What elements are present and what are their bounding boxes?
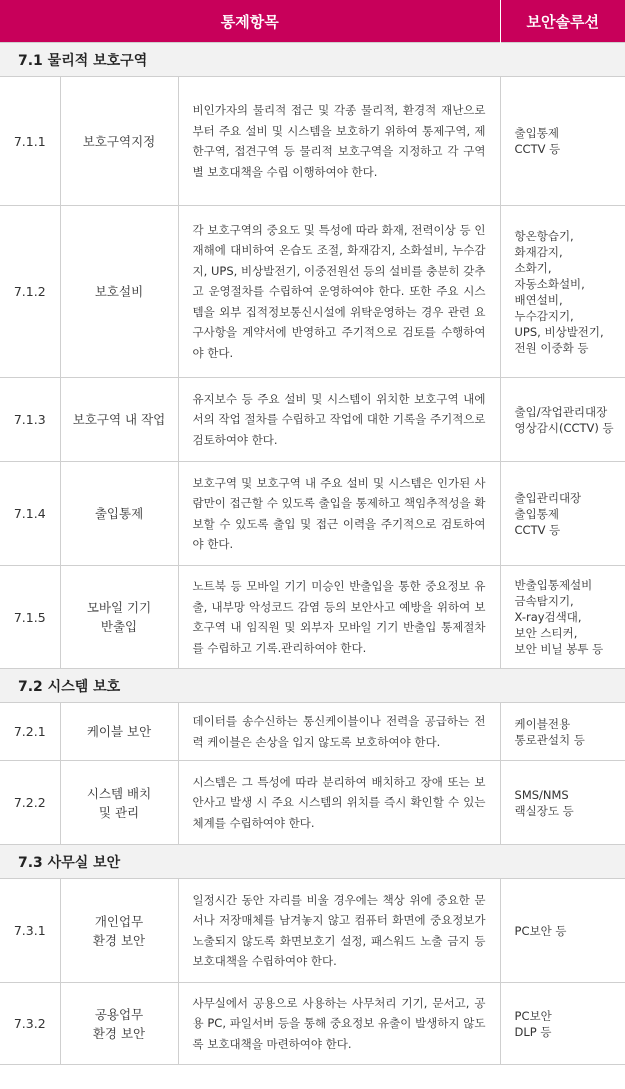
item-description: 유지보수 등 주요 설비 및 시스템이 위치한 보호구역 내에서의 작업 절차를 수립하고 작업에 대한 기록을 주기적으로 검토하여야 한다. <box>178 378 500 462</box>
item-name: 공용업무 환경 보안 <box>60 983 178 1065</box>
section-row <box>0 845 625 879</box>
item-number: 7.1.2 <box>0 206 60 378</box>
header-security-solution: 보안솔루션 <box>500 0 625 43</box>
item-number: 7.1.5 <box>0 566 60 669</box>
item-description: 노트북 등 모바일 기기 미승인 반출입을 통한 중요정보 유출, 내부망 악성코드 감염 등의 보안사고 예방을 위하여 보호구역 내 임직원 및 외부자 모바일 기기 반출입 통제절차를 수립하고 기록.관리하여야 한다. <box>178 566 500 669</box>
item-description: 시스템은 그 특성에 따라 분리하여 배치하고 장애 또는 보안사고 발생 시 주요 시스템의 위치를 즉시 확인할 수 있는 체계를 수립하여야 한다. <box>178 761 500 845</box>
item-name: 모바일 기기 반출입 <box>60 566 178 669</box>
header-control-item: 통제항목 <box>0 0 500 43</box>
item-name: 보호구역지정 <box>60 77 178 206</box>
item-number: 7.1.4 <box>0 462 60 566</box>
item-solution: 출입통제 CCTV 등 <box>500 77 625 206</box>
item-solution: 반출입통제설비 금속탐지기, X-ray검색대, 보안 스티커, 보안 비닐 봉투 등 <box>500 566 625 669</box>
section-title: 7.2 시스템 보호 <box>0 669 625 703</box>
section-row <box>0 669 625 703</box>
item-number: 7.3.1 <box>0 879 60 983</box>
table-row <box>0 378 625 462</box>
item-name: 출입통제 <box>60 462 178 566</box>
item-number: 7.1.3 <box>0 378 60 462</box>
item-number: 7.2.1 <box>0 703 60 761</box>
section-row <box>0 43 625 77</box>
item-name: 케이블 보안 <box>60 703 178 761</box>
item-number: 7.1.1 <box>0 77 60 206</box>
item-description: 각 보호구역의 중요도 및 특성에 따라 화재, 전력이상 등 인재해에 대비하여 온습도 조절, 화재감지, 소화설비, 누수감지, UPS, 비상발전기, 이중전원선 등의 설비를 충분히 갖추고 운영절차를 수립하여 운영하여야 한다. 또한 주요 시스템을 외부 집적정보통신시설에 위탁운영하는 경우 관련 요구사항을 계약서에 반영하고 주기적으로 검토를 수행하여야 한다. <box>178 206 500 378</box>
table-row <box>0 983 625 1065</box>
table-row <box>0 879 625 983</box>
table-row <box>0 77 625 206</box>
item-number: 7.2.2 <box>0 761 60 845</box>
item-name: 시스템 배치 및 관리 <box>60 761 178 845</box>
item-description: 비인가자의 물리적 접근 및 각종 물리적, 환경적 재난으로부터 주요 설비 및 시스템을 보호하기 위하여 통제구역, 제한구역, 접견구역 등 물리적 보호구역을 지정하고 각 구역별 보호대책을 수립 이행하여야 한다. <box>178 77 500 206</box>
item-name: 보호설비 <box>60 206 178 378</box>
section-title: 7.1 물리적 보호구역 <box>0 43 625 77</box>
item-name: 보호구역 내 작업 <box>60 378 178 462</box>
item-description: 일정시간 동안 자리를 비울 경우에는 책상 위에 중요한 문서나 저장매체를 남겨놓지 않고 컴퓨터 화면에 중요정보가 노출되지 않도록 화면보호기 설정, 패스워드 노출 금지 등 보호대책을 수립하여야 한다. <box>178 879 500 983</box>
section-title: 7.3 사무실 보안 <box>0 845 625 879</box>
table-row <box>0 703 625 761</box>
table-row <box>0 761 625 845</box>
item-solution: PC보안 DLP 등 <box>500 983 625 1065</box>
item-description: 데이터를 송수신하는 통신케이블이나 전력을 공급하는 전력 케이블은 손상을 입지 않도록 보호하여야 한다. <box>178 703 500 761</box>
item-solution: 출입관리대장 출입통제 CCTV 등 <box>500 462 625 566</box>
item-solution: PC보안 등 <box>500 879 625 983</box>
table-header-row <box>0 0 625 43</box>
table-row <box>0 462 625 566</box>
item-number: 7.3.2 <box>0 983 60 1065</box>
item-solution: SMS/NMS 랙실장도 등 <box>500 761 625 845</box>
item-solution: 출입/작업관리대장 영상감시(CCTV) 등 <box>500 378 625 462</box>
item-name: 개인업무 환경 보안 <box>60 879 178 983</box>
item-solution: 항온항습기, 화재감지, 소화기, 자동소화설비, 배연설비, 누수감지기, UPS, 비상발전기, 전원 이중화 등 <box>500 206 625 378</box>
table-row <box>0 206 625 378</box>
item-solution: 케이블전용 통로관설치 등 <box>500 703 625 761</box>
table-row <box>0 566 625 669</box>
item-description: 사무실에서 공용으로 사용하는 사무처리 기기, 문서고, 공용 PC, 파일서버 등을 통해 중요정보 유출이 발생하지 않도록 보호대책을 마련하여야 한다. <box>178 983 500 1065</box>
item-description: 보호구역 및 보호구역 내 주요 설비 및 시스템은 인가된 사람만이 접근할 수 있도록 출입을 통제하고 책임추적성을 확보할 수 있도록 출입 및 접근 이력을 주기적으로 검토하여야 한다. <box>178 462 500 566</box>
